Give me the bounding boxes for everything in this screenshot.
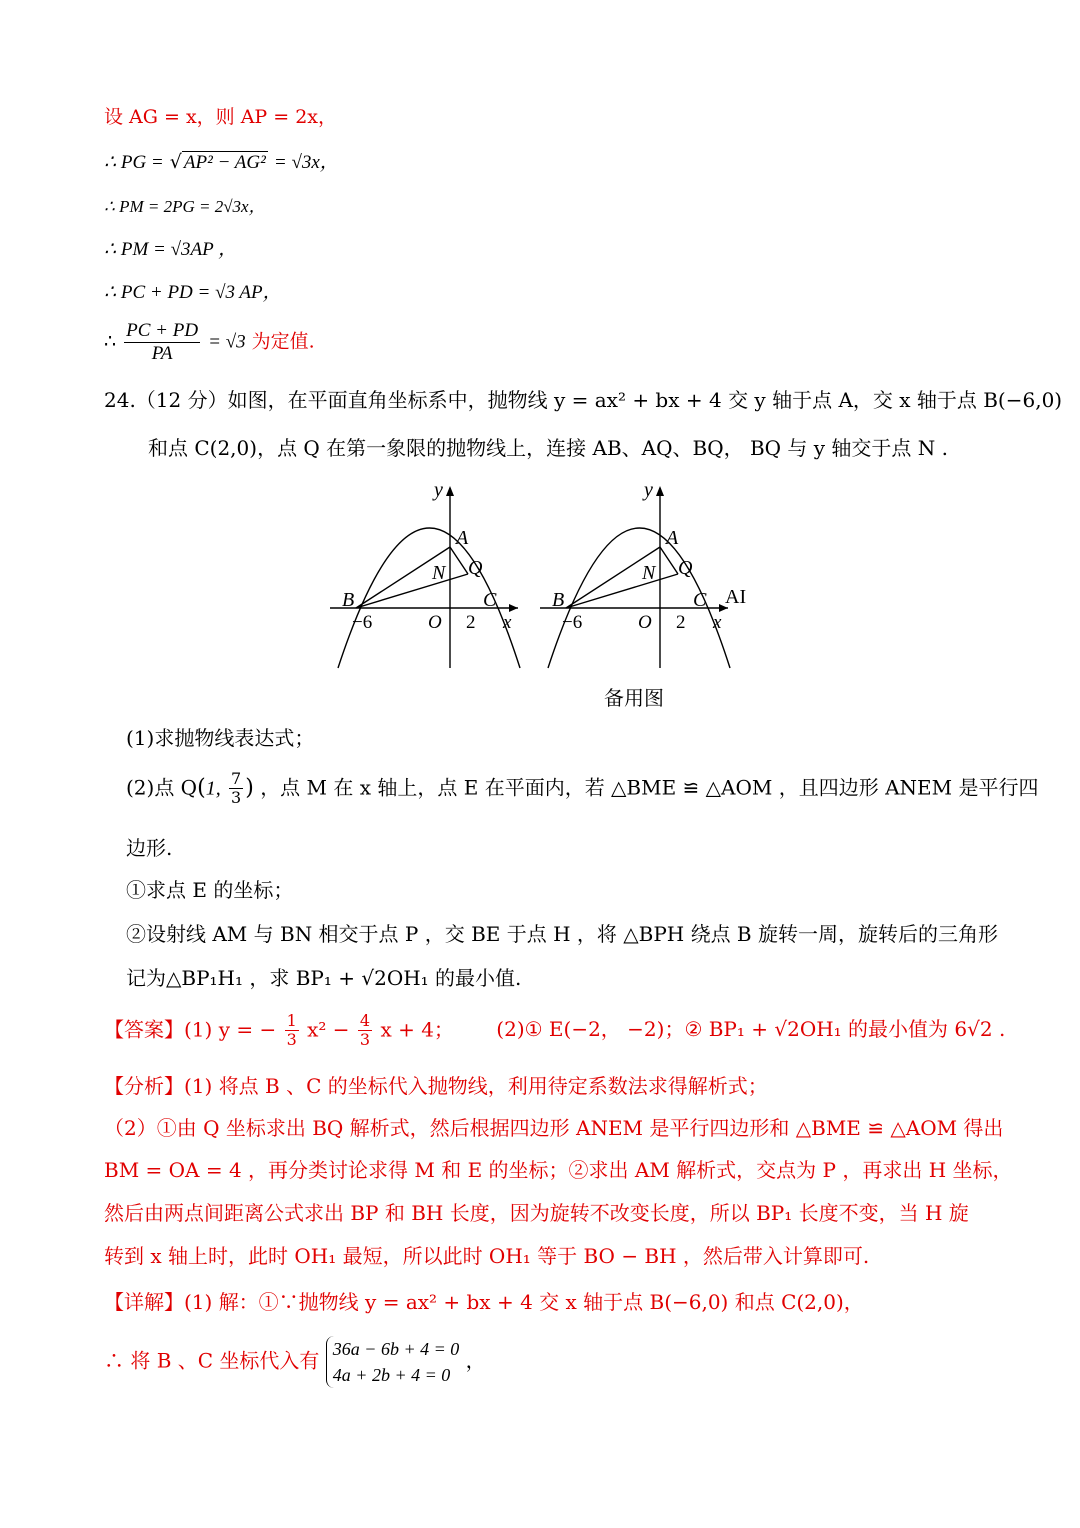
label-B: B <box>552 589 565 611</box>
segment-AQ <box>450 547 468 574</box>
question-2a: ①求点 E 的坐标； <box>126 878 294 902</box>
figure-main <box>330 479 520 668</box>
label-neg6: −6 <box>562 612 583 633</box>
question-2b-line1: ②设射线 AM 与 BN 相交于点 P ，交 BE 于点 H ，将 △BPH 绕点 B 旋转一周，旋转后的三角形 <box>126 922 998 946</box>
ratio-fraction: $\frac{PC + PD}{PA}$ <box>126 320 199 364</box>
q-point-fraction: $\frac{7}{3}$ <box>231 769 242 808</box>
derivation-line-2: ∴ PG = √ AP² − AG² = √3x， <box>104 151 339 173</box>
segment-BQ <box>566 574 678 608</box>
analysis-line-3: BM = OA = 4 ，再分类讨论求得 M 和 E 的坐标；②求出 AM 解析式，交点为 P ，再求出 H 坐标， <box>104 1158 1013 1182</box>
answer-line: 【答案】(1) y = − $\frac{1}{3}$ x² − $\frac{4}{3}$ x + 4； (2)① E(−2， −2)；② BP₁ + √2OH₁ 的最小值为 6√2 . <box>104 1011 1006 1050</box>
problem-line-1: 24.（12 分）如图，在平面直角坐标系中，抛物线 y = ax² + bx + 4 交 y 轴于点 A，交 x 轴于点 B(−6,0) <box>104 388 1063 412</box>
label-y: y <box>434 479 443 501</box>
equation-system: 36a − 6b + 4 = 0 4a + 2b + 4 = 0 <box>326 1336 459 1388</box>
segment-BQ <box>356 574 468 608</box>
label-C: C <box>483 589 497 611</box>
question-2: (2)点 Q(1, $\frac{7}{3}$ ) ，点 M 在 x 轴上，点 E 在平面内，若 △BME ≌ △AOM ，且四边形 ANEM 是平行四 <box>126 769 1039 808</box>
watermark-ai: AI <box>725 586 747 608</box>
analysis-line-5: 转到 x 轴上时，此时 OH₁ 最短，所以此时 OH₁ 等于 BO − BH ，然后带入计算即可. <box>104 1244 870 1268</box>
analysis-line-2: （2）①由 Q 坐标求出 BQ 解析式，然后根据四边形 ANEM 是平行四边形和 △BME ≌ △AOM 得出 <box>104 1116 1004 1140</box>
problem-line-2: 和点 C(2,0)，点 Q 在第一象限的抛物线上，连接 AB、AQ、BQ， BQ 与 y 轴交于点 N . <box>148 436 949 460</box>
derivation-line-5: ∴ PC + PD = √3 AP， <box>104 282 282 303</box>
label-2: 2 <box>466 612 476 633</box>
analysis-line-4: 然后由两点间距离公式求出 BP 和 BH 长度，因为旋转不改变长度，所以 BP₁ 长度不变，当 H 旋 <box>104 1201 969 1225</box>
detail-line-2: ∴ 将 B 、C 坐标代入有 36a − 6b + 4 = 0 4a + 2b + 4 = 0 ， <box>104 1336 486 1388</box>
answer-fraction-2: $\frac{4}{3}$ <box>359 1011 371 1050</box>
x-axis-arrow-icon <box>509 604 518 612</box>
analysis-line-1: 【分析】(1) 将点 B 、C 的坐标代入抛物线，利用待定系数法求得解析式； <box>104 1074 768 1098</box>
label-x: x <box>713 612 722 633</box>
label-Q: Q <box>468 557 483 579</box>
segment-AQ <box>660 547 678 574</box>
figure-caption: 备用图 <box>604 686 664 710</box>
derivation-line-1: 设 AG = x，则 AP = 2x， <box>104 106 338 128</box>
question-2b-line2: 记为△BP₁H₁ ，求 BP₁ + √2OH₁ 的最小值. <box>126 966 522 990</box>
detail-line-1: 【详解】(1) 解：①∵抛物线 y = ax² + bx + 4 交 x 轴于点 B(−6,0) 和点 C(2,0)， <box>104 1290 864 1314</box>
question-1: (1)求抛物线表达式； <box>126 726 315 750</box>
label-y: y <box>644 479 653 501</box>
label-O: O <box>428 612 442 633</box>
label-A: A <box>456 527 469 549</box>
derivation-line-4: ∴ PM = √3AP ， <box>104 239 238 260</box>
label-neg6: −6 <box>352 612 373 633</box>
label-B: B <box>342 589 355 611</box>
label-O: O <box>638 612 652 633</box>
label-N: N <box>432 562 446 584</box>
question-2-cont: 边形. <box>126 836 173 860</box>
label-A: A <box>666 527 679 549</box>
y-axis-arrow-icon <box>446 486 454 496</box>
answer-fraction-1: $\frac{1}{3}$ <box>286 1011 297 1050</box>
y-axis-arrow-icon <box>656 486 664 496</box>
derivation-line-6: ∴ $\frac{PC + PD}{PA}$ = √3 为定值. <box>104 320 315 364</box>
figure-backup <box>540 479 746 668</box>
label-2: 2 <box>676 612 686 633</box>
derivation-line-3: ∴ PM = 2PG = 2√3x， <box>104 197 266 216</box>
label-N: N <box>642 562 656 584</box>
label-Q: Q <box>678 557 693 579</box>
label-x: x <box>503 612 512 633</box>
label-C: C <box>693 589 707 611</box>
parabola-figures <box>320 478 760 678</box>
